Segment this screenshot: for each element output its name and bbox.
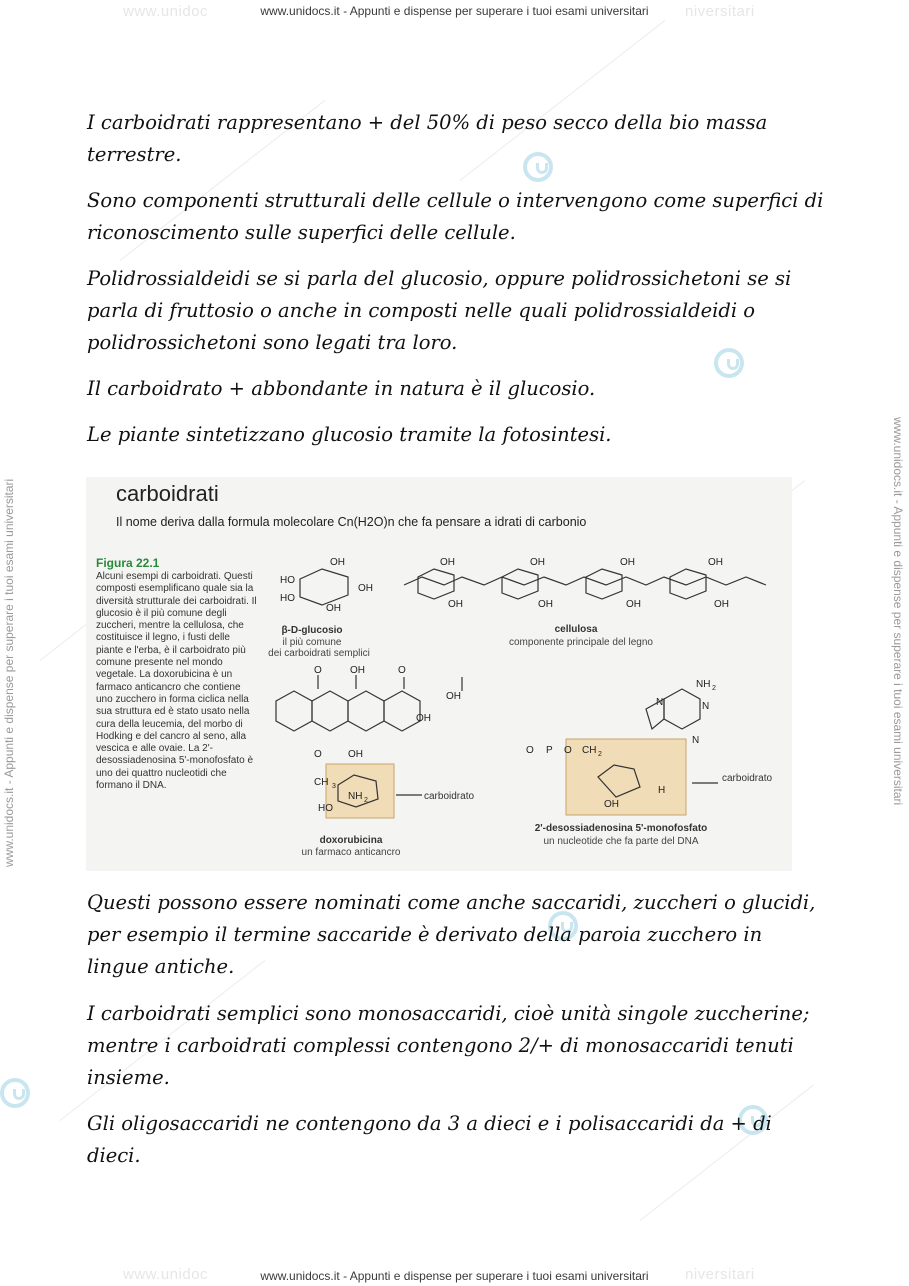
molecule-desc-doxorubicin: un farmaco anticancro (301, 847, 401, 858)
watermark-ghost-left: www.unidoc (123, 3, 209, 20)
molecule-desc-glucose: il più comune (282, 637, 342, 648)
header-source-link[interactable]: www.unidocs.it - Appunti e dispense per superare i tuoi esami universitari (260, 4, 649, 18)
cellulose-ring (418, 569, 454, 599)
atom-label: NH (348, 791, 363, 802)
atom-label: OH (350, 665, 365, 676)
side-watermark-right: www.unidocs.it - Appunti e dispense per superare i tuoi esami universitari (891, 417, 905, 806)
atom-label: OH (348, 749, 363, 760)
atom-label: HO (318, 803, 333, 814)
paragraph: I carboidrati semplici sono monosaccaridi, cioè unità singole zuccherine; mentre i carboidrati complessi contengono 2/+ di monosaccaridi tenuti insieme. (87, 1002, 810, 1089)
molecule-desc-damp: un nucleotide che fa parte del DNA (543, 836, 699, 847)
atom-label: OH (440, 557, 455, 568)
footer-source-link[interactable]: www.unidocs.it - Appunti e dispense per superare i tuoi esami universitari (260, 1269, 649, 1283)
doxorubicin-ring (276, 691, 312, 731)
atom-label: N (692, 735, 700, 746)
paragraph: Sono componenti strutturali delle cellule o intervengono come superfici di riconoscimento sulle superfici delle cellule. (87, 189, 824, 244)
atom-label: O (564, 745, 572, 756)
paragraph: Polidrossialdeidi se si parla del glucosio, oppure polidrossichetoni se si parla di fruttosio o anche in composti nelle quali polidrossialdeidi o polidrossichetoni sono legati tra loro. (87, 267, 792, 354)
atom-label: CH (582, 745, 597, 756)
atom-label: HO (280, 593, 295, 604)
atom-label: OH (446, 691, 461, 702)
glucose-ring (300, 569, 348, 605)
atom-label: P (546, 745, 553, 756)
atom-label: OH (604, 799, 619, 810)
figure-caption: Alcuni esempi di carboidrati. Questi composti esemplificano quale sia la diversità strutturale dei carboidrati. Il glucosio è il più comune degli zuccheri, mentre la cellulosa, che costituisce il legno, i fusti delle piante e l'erba, è il carboidrato più comune presente nel mondo vegetale. La doxorubicina è un farmaco anticancro che contiene uno zucchero in forma ciclica nella sua struttura ed è stato usato nella cura della leucemia, del morbo di Hodking e del cancro al seno, alla vescica e alle ovaie. La 2'-desossiadenosina 5'-monofosfato è uno dei quattro nucleotidi che formano il DNA. (96, 571, 257, 792)
molecule-name-cellulose: cellulosa (554, 624, 598, 635)
doxorubicin-ring (312, 691, 348, 731)
atom-label: OH (708, 557, 723, 568)
atom-label: OH (448, 599, 463, 610)
molecule-desc-cellulose: componente principale del legno (509, 637, 653, 648)
figure-subtitle: Il nome deriva dalla formula molecolare Cn(H2O)n che fa pensare a idrati di carbonio (116, 515, 587, 529)
side-watermark-left: www.unidocs.it - Appunti e dispense per superare i tuoi esami universitari (2, 478, 16, 867)
molecule-name-glucose: β-D-glucosio (281, 625, 343, 636)
cellulose-chain (404, 577, 766, 585)
atom-label: N (702, 701, 710, 712)
atom-label: 2 (364, 797, 368, 804)
paragraph: Questi possono essere nominati come anche saccaridi, zuccheri o glucidi, per esempio il termine saccaride è derivato della paroia zucchero in lingue antiche. (87, 891, 816, 978)
atom-label: OH (326, 603, 341, 614)
atom-label: O (526, 745, 534, 756)
atom-label: OH (626, 599, 641, 610)
molecule-name-damp: 2'-desossiadenosina 5'-monofosfato (534, 823, 708, 834)
atom-label: 3 (332, 783, 336, 790)
atom-label: O (398, 665, 406, 676)
atom-label: OH (330, 557, 345, 568)
adenine-ring (664, 689, 700, 729)
watermark-ghost-right: niversitari (685, 3, 755, 20)
molecule-name-doxorubicin: doxorubicina (319, 835, 383, 846)
molecule-desc-glucose: dei carboidrati semplici (268, 648, 370, 659)
paragraph: I carboidrati rappresentano + del 50% di peso secco della bio massa terrestre. (87, 111, 768, 166)
paragraph: Gli oligosaccaridi ne contengono da 3 a dieci e i polisaccaridi da + di dieci. (87, 1112, 772, 1167)
watermark-ghost-left: www.unidoc (123, 1266, 209, 1283)
carbo-annotation: carboidrato (722, 773, 773, 784)
unidocs-logo-icon (0, 1078, 30, 1108)
atom-label: OH (620, 557, 635, 568)
atom-label: O (314, 665, 322, 676)
atom-label: HO (280, 575, 295, 586)
atom-label: NH (696, 679, 711, 690)
atom-label: 2 (598, 751, 602, 758)
paragraph: Il carboidrato + abbondante in natura è il glucosio. (87, 377, 596, 400)
atom-label: OH (538, 599, 553, 610)
atom-label: OH (358, 583, 373, 594)
atom-label: H (658, 785, 666, 796)
figure-label: Figura 22.1 (96, 556, 160, 570)
atom-label: OH (714, 599, 729, 610)
atom-label: CH (314, 777, 329, 788)
atom-label: OH (530, 557, 545, 568)
atom-label: O (314, 749, 322, 760)
carbohydrates-figure (86, 477, 792, 871)
doxorubicin-ring (384, 691, 420, 731)
atom-label: 2 (712, 685, 716, 692)
figure-title: carboidrati (116, 481, 219, 506)
atom-label: N (656, 697, 664, 708)
carbo-annotation: carboidrato (424, 791, 475, 802)
atom-label: OH (416, 713, 431, 724)
molecule-drawings (86, 477, 792, 871)
doxorubicin-ring (348, 691, 384, 731)
watermark-ghost-right: niversitari (685, 1266, 755, 1283)
paragraph: Le piante sintetizzano glucosio tramite la fotosintesi. (87, 423, 612, 446)
